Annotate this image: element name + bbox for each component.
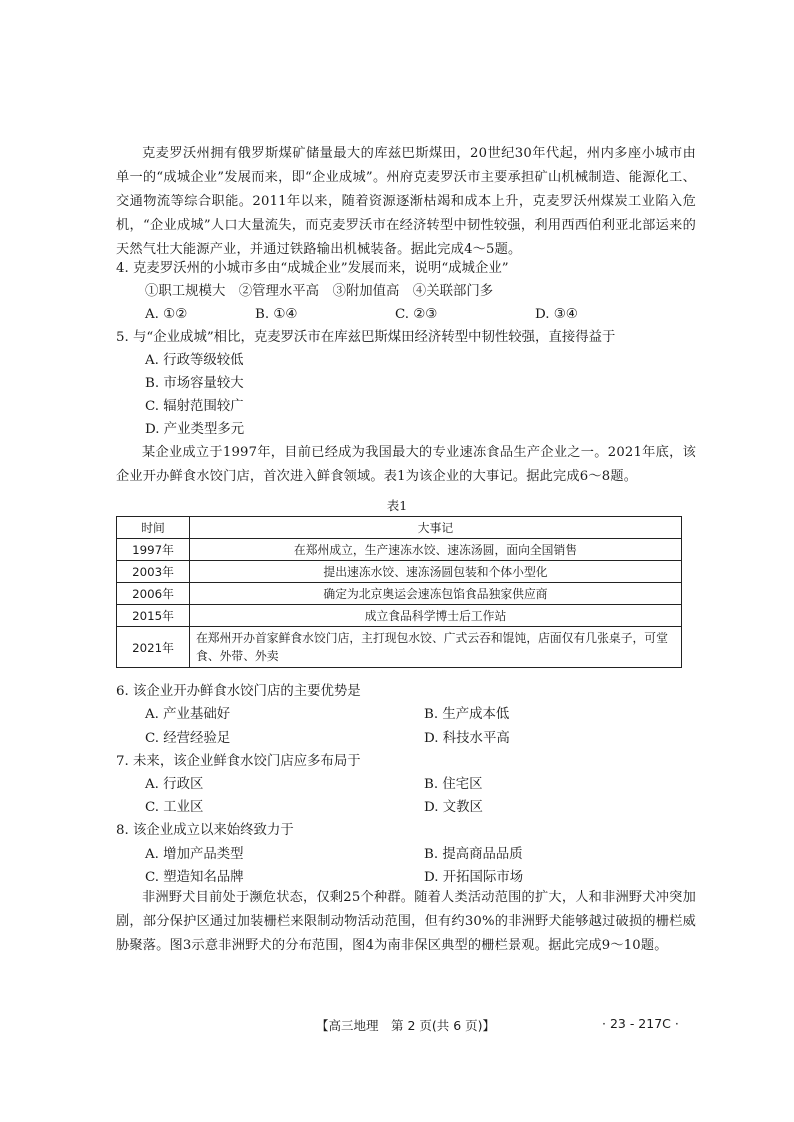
question-4-stem: 4. 克麦罗沃州的小城市多由“成城企业”发展而来，说明“成城企业” (116, 261, 509, 276)
event-cell: 提出速冻水饺、速冻汤圆包装和个体小型化 (190, 561, 682, 583)
question-8-stem: 8. 该企业成立以来始终致力于 (116, 823, 294, 838)
option-a[interactable]: A. ①② (145, 307, 188, 322)
year-cell: 2003年 (117, 561, 190, 583)
question-4-options (145, 305, 625, 325)
option-c[interactable]: C. 工业区 (145, 800, 204, 815)
option-d[interactable]: D. 产业类型多元 (145, 422, 245, 437)
event-cell: 确定为北京奥运会速冻包馅食品独家供应商 (190, 583, 682, 605)
table-row (117, 605, 682, 627)
option-c[interactable]: C. 塑造知名品牌 (145, 870, 244, 885)
event-cell: 成立食品科学博士后工作站 (190, 605, 682, 627)
option-b[interactable]: B. 提高商品品质 (424, 847, 523, 862)
option-c[interactable]: C. ②③ (395, 307, 438, 322)
question-4-items: ①职工规模大 ②管理水平高 ③附加值高 ④关联部门多 (145, 284, 494, 299)
option-c[interactable]: C. 辐射范围较广 (145, 399, 244, 414)
option-d[interactable]: D. 开拓国际市场 (424, 870, 524, 885)
table-header-cell: 大事记 (190, 517, 682, 539)
table-header-cell: 时间 (117, 517, 190, 539)
option-d[interactable]: D. ③④ (535, 307, 578, 322)
year-cell: 2015年 (117, 605, 190, 627)
option-b[interactable]: B. 市场容量较大 (145, 376, 244, 391)
passage-kemerovo: 克麦罗沃州拥有俄罗斯煤矿储量最大的库兹巴斯煤田，20世纪30年代起，州内多座小城市由单一的“成城企业”发展而来，即“企业成城”。州府克麦罗沃市主要承担矿山机械制造、能源化工、交通物流等综合职能。2011年以来，随着资源逐渐枯竭和成本上升，克麦罗沃州煤炭工业陷入危机，“企业成城”人口大量流失，而克麦罗沃市在经济转型中韧性较强，利用西西伯利亚北部运来的天然气壮大能源产业，并通过铁路输出机械装备。据此完成4～5题。 (116, 146, 696, 257)
event-cell: 在郑州开办首家鲜食水饺门店，主打现包水饺、广式云吞和馄饨，店面仅有几张桌子，可堂食、外带、外卖 (190, 627, 682, 668)
option-b[interactable]: B. 生产成本低 (424, 707, 510, 722)
table-row (117, 539, 682, 561)
question-6-stem: 6. 该企业开办鲜食水饺门店的主要优势是 (116, 684, 361, 699)
page-footer-label: 【高三地理 第 2 页(共 6 页)】 (316, 1018, 496, 1033)
table-row (117, 627, 682, 668)
events-table (116, 516, 682, 668)
table-row (117, 583, 682, 605)
option-a[interactable]: A. 增加产品类型 (145, 847, 244, 862)
table-row (117, 561, 682, 583)
year-cell: 2006年 (117, 583, 190, 605)
event-cell: 在郑州成立，生产速冻水饺、速冻汤圆，面向全国销售 (190, 539, 682, 561)
question-7-stem: 7. 未来，该企业鲜食水饺门店应多布局于 (116, 754, 361, 769)
option-d[interactable]: D. 文教区 (424, 800, 483, 815)
passage-frozen-food: 某企业成立于1997年，目前已经成为我国最大的专业速冻食品生产企业之一。2021年底，该企业开办鲜食水饺门店，首次进入鲜食领域。表1为该企业的大事记。据此完成6～8题。 (116, 445, 696, 484)
option-d[interactable]: D. 科技水平高 (424, 731, 510, 746)
page-footer-code: · 23 - 217C · (602, 1016, 679, 1031)
option-b[interactable]: B. 住宅区 (424, 777, 483, 792)
table-caption: 表1 (386, 498, 408, 513)
year-cell: 1997年 (117, 539, 190, 561)
option-b[interactable]: B. ①④ (255, 307, 298, 322)
table-header-row (117, 517, 682, 539)
option-a[interactable]: A. 行政区 (145, 777, 204, 792)
year-cell: 2021年 (117, 627, 190, 668)
option-a[interactable]: A. 产业基础好 (145, 707, 231, 722)
passage-wild-dogs: 非洲野犬目前处于濒危状态，仅剩25个种群。随着人类活动范围的扩大，人和非洲野犬冲突加剧，部分保护区通过加装栅栏来限制动物活动范围，但有约30%的非洲野犬能够越过破损的栅栏威胁聚落。图3示意非洲野犬的分布范围，图4为南非保区典型的栅栏景观。据此完成9～10题。 (116, 890, 696, 953)
option-c[interactable]: C. 经营经验足 (145, 731, 231, 746)
question-5-stem: 5. 与“企业成城”相比，克麦罗沃市在库兹巴斯煤田经济转型中韧性较强，直接得益于 (116, 330, 616, 345)
option-a[interactable]: A. 行政等级较低 (145, 353, 244, 368)
